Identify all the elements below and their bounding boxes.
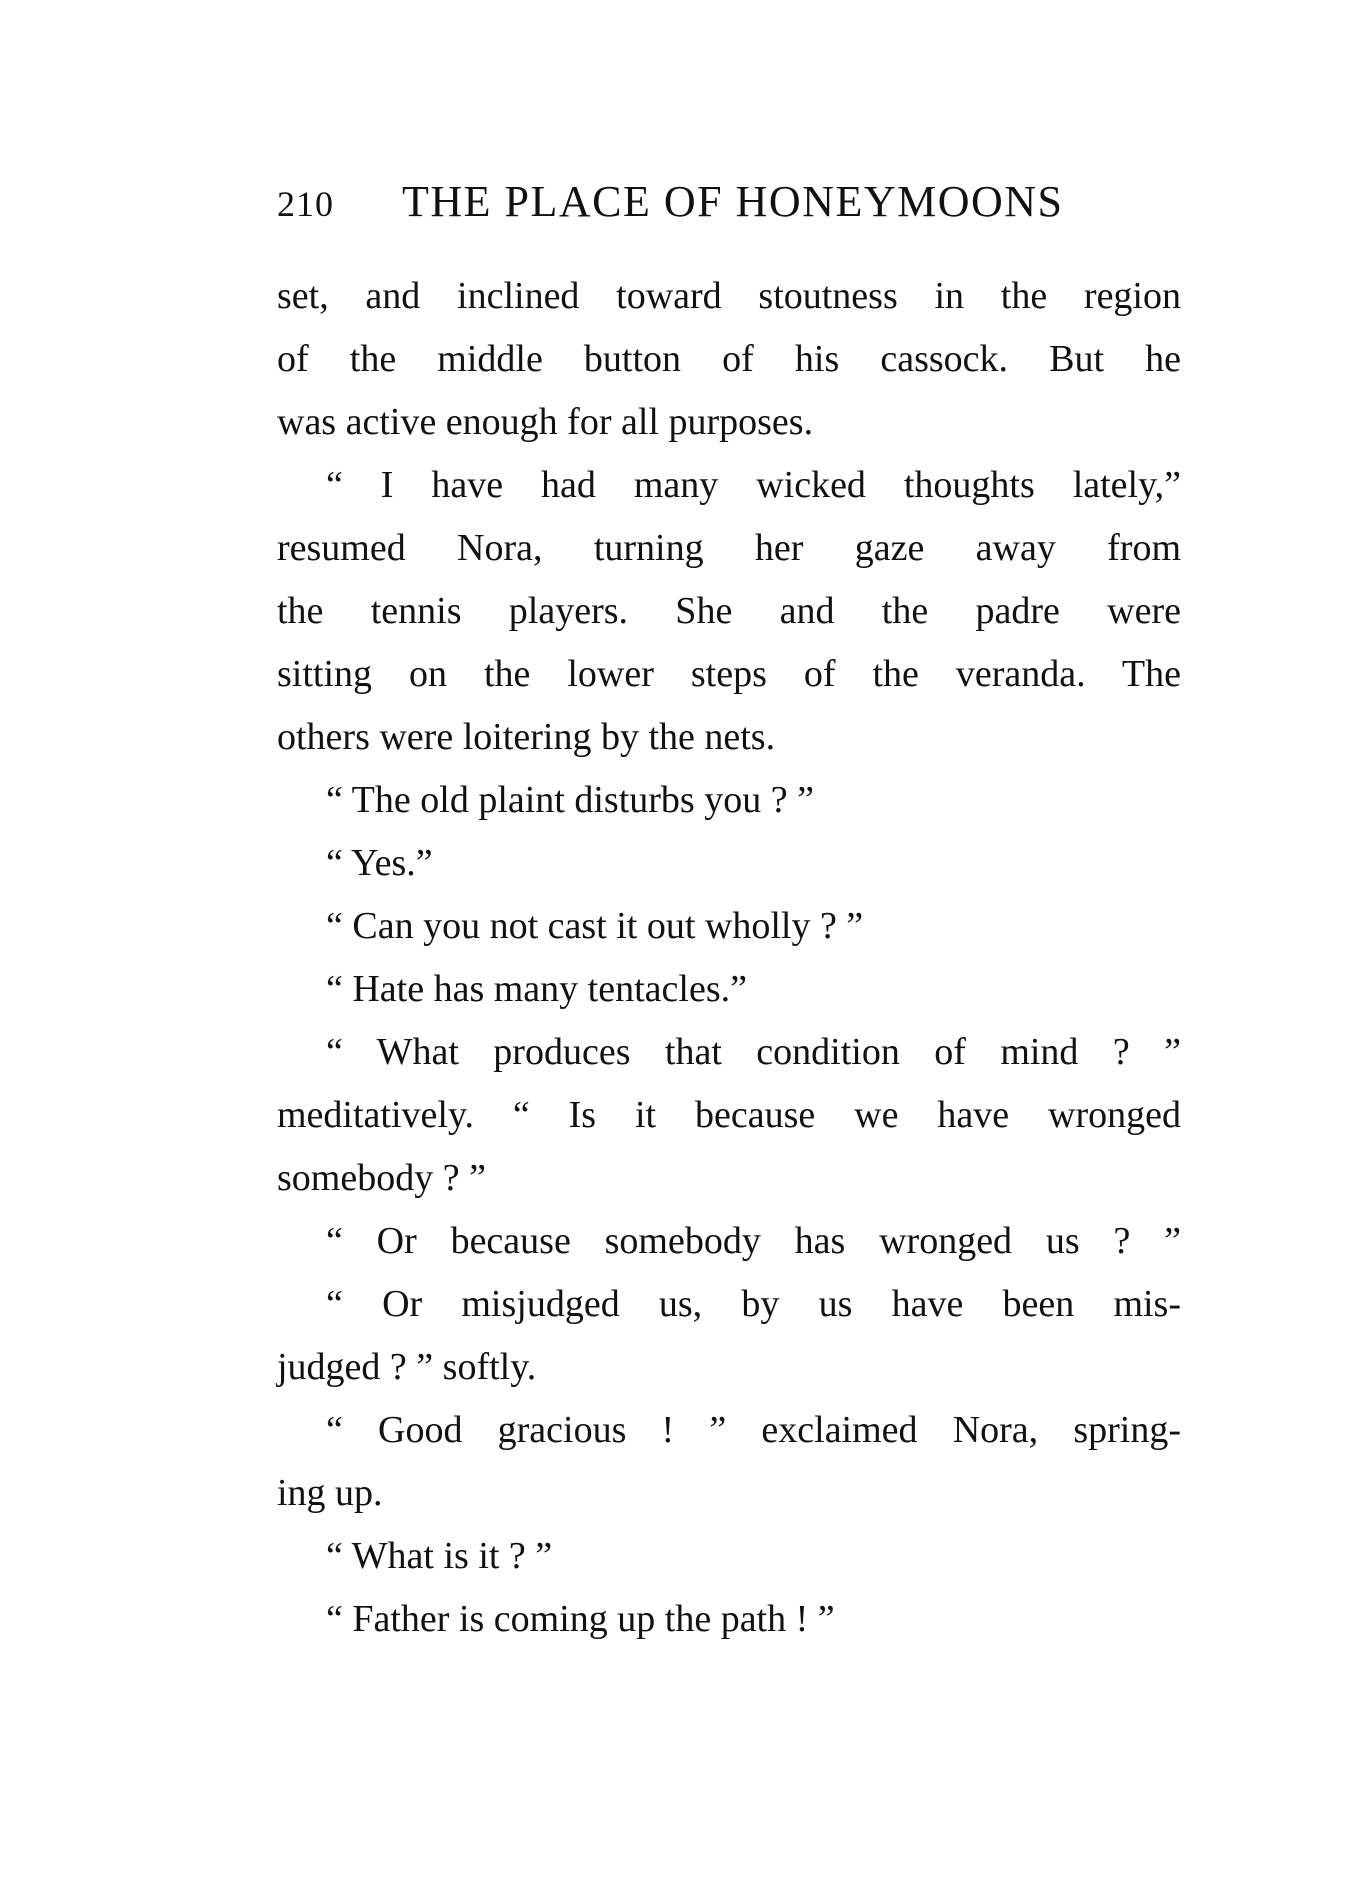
text-line: of the middle button of his cassock. But he — [277, 338, 1181, 380]
text-line: sitting on the lower steps of the veranda. The — [277, 653, 1181, 695]
text-line: judged ? ” softly. — [277, 1346, 537, 1388]
text-line: ing up. — [277, 1472, 383, 1514]
text-line: somebody ? ” — [277, 1157, 486, 1199]
page-number: 210 — [277, 184, 334, 224]
text-line: others were loitering by the nets. — [277, 716, 776, 758]
text-line: resumed Nora, turning her gaze away from — [277, 527, 1181, 569]
running-header — [277, 172, 1167, 232]
text-line: “ Good gracious ! ” exclaimed Nora, spring- — [326, 1409, 1181, 1451]
text-line: “ Yes.” — [326, 842, 433, 884]
text-line: “ I have had many wicked thoughts lately,” — [326, 464, 1181, 506]
text-line: “ Hate has many tentacles.” — [326, 968, 747, 1010]
text-line: “ What is it ? ” — [326, 1535, 553, 1577]
text-line: meditatively. “ Is it because we have wronged — [277, 1094, 1181, 1136]
body-text — [277, 265, 1181, 1651]
text-line: set, and inclined toward stoutness in the region — [277, 275, 1181, 317]
text-line: the tennis players. She and the padre were — [277, 590, 1181, 632]
text-line: “ Or because somebody has wronged us ? ” — [326, 1220, 1181, 1262]
text-line: “ Or misjudged us, by us have been mis- — [326, 1283, 1181, 1325]
text-line: “ Can you not cast it out wholly ? ” — [326, 905, 864, 947]
text-line: was active enough for all purposes. — [277, 401, 814, 443]
text-line: “ Father is coming up the path ! ” — [326, 1598, 835, 1640]
text-line: “ The old plaint disturbs you ? ” — [326, 779, 814, 821]
text-line: “ What produces that condition of mind ? ” — [326, 1031, 1181, 1073]
running-title: THE PLACE OF HONEYMOONS — [402, 177, 1064, 226]
